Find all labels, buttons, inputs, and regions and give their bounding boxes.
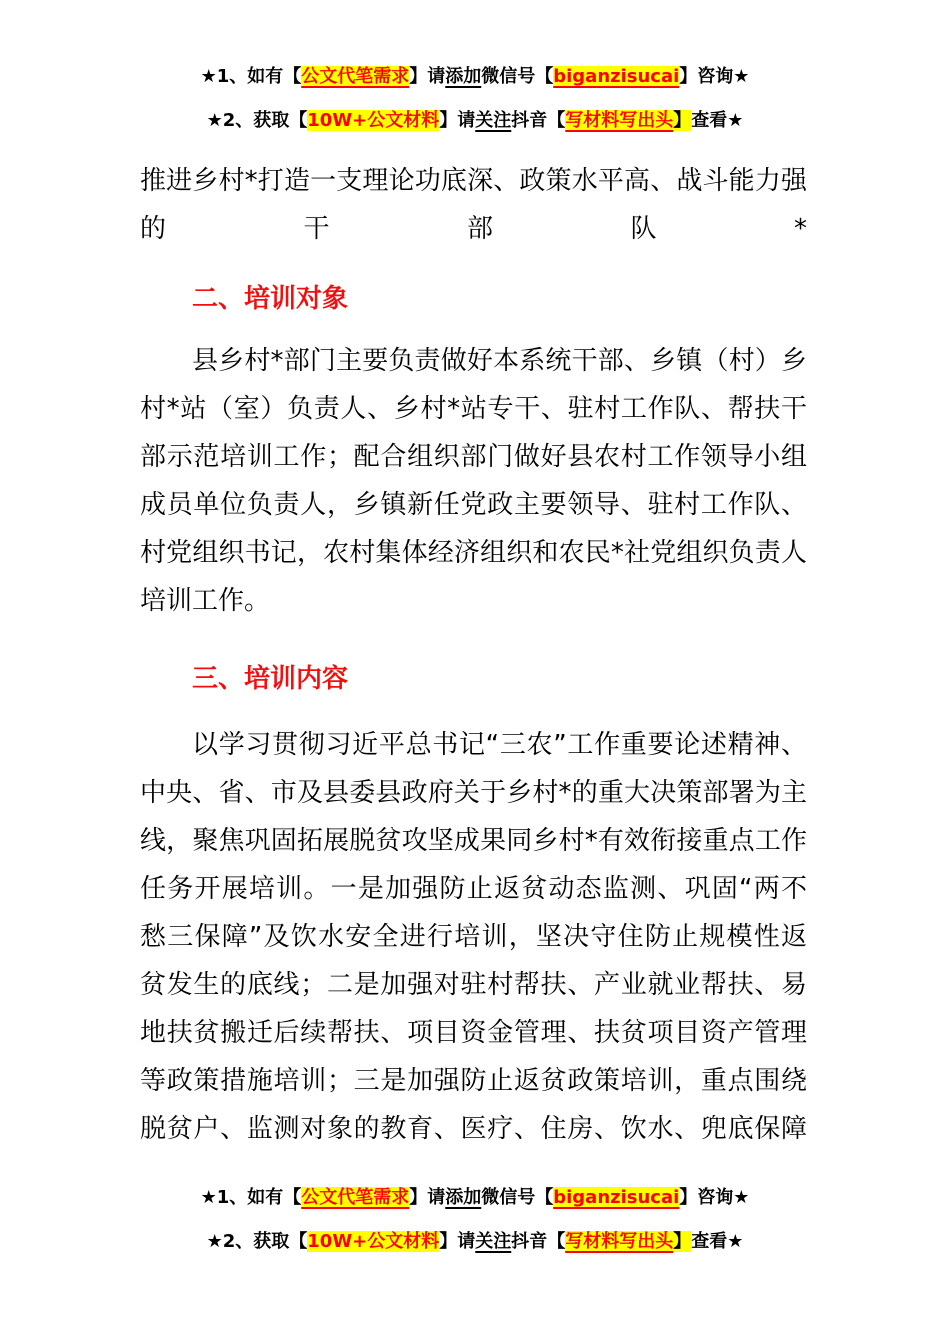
highlighted-text: 】 <box>673 1231 692 1252</box>
highlighted-text: biganzisucai <box>553 1187 680 1208</box>
text-line: 任务开展培训。一是加强防止返贫动态监测、巩固“两不 <box>140 874 807 904</box>
highlighted-text: 公文代笔需求 <box>301 1187 410 1208</box>
text-line: 培训工作。 <box>140 586 271 616</box>
banner-text: 微信号【 <box>481 66 554 87</box>
banner-text: ★2、获取【 <box>206 110 308 131</box>
banner-text: 抖音【 <box>511 110 566 131</box>
highlighted-text: 10W+公文材料 <box>307 1231 440 1252</box>
section-heading: 三、培训内容 <box>192 664 349 694</box>
text-line: 以学习贯彻习近平总书记“三农”工作重要论述精神、 <box>192 730 807 760</box>
body-paragraph <box>140 721 807 1153</box>
banner-text: 】请 <box>409 66 446 87</box>
document-body <box>140 157 807 1153</box>
body-paragraph <box>140 157 807 253</box>
text-line: 推进乡村*打造一支理论功底深、政策水平高、战斗能力强 <box>140 166 807 196</box>
section-heading: 二、培训对象 <box>192 284 349 314</box>
banner-text: ★2、获取【 <box>206 1231 308 1252</box>
banner-text: 】请 <box>439 1231 476 1252</box>
body-paragraph <box>140 337 807 625</box>
text-line: 等政策措施培训；三是加强防止返贫政策培训，重点围绕 <box>140 1066 807 1096</box>
highlighted-text: 写材料写出头 <box>565 110 674 131</box>
text-line: 成员单位负责人，乡镇新任党政主要领导、驻村工作队、 <box>140 490 807 520</box>
text-line: 贫发生的底线；二是加强对驻村帮扶、产业就业帮扶、易 <box>140 970 807 1000</box>
text-line: 地扶贫搬迁后续帮扶、项目资金管理、扶贫项目资产管理 <box>140 1018 807 1048</box>
banner-text: ★1、如有【 <box>200 66 302 87</box>
banner-text: 】请 <box>409 1187 446 1208</box>
footer-ad-banner <box>0 1176 950 1264</box>
text-line: 部示范培训工作；配合组织部门做好县农村工作领导小组 <box>140 442 807 472</box>
highlighted-text: 公文代笔需求 <box>301 66 410 87</box>
banner-text: 】请 <box>439 110 476 131</box>
highlighted-text: 】 <box>673 110 692 131</box>
header-ad-banner <box>0 0 950 143</box>
text-line: 中央、省、市及县委县政府关于乡村*的重大决策部署为主 <box>140 778 807 808</box>
ad-banner-line <box>0 55 950 99</box>
ad-banner-line <box>0 99 950 143</box>
text-line: 县乡村*部门主要负责做好本系统干部、乡镇（村）乡 <box>192 346 807 376</box>
banner-text: 查看★ <box>691 1231 744 1252</box>
text-line: 线，聚焦巩固拓展脱贫攻坚成果同乡村*有效衔接重点工作 <box>140 826 807 856</box>
banner-text: 关注 <box>475 1231 512 1252</box>
banner-text: 】咨询★ <box>679 66 750 87</box>
banner-text: 关注 <box>475 110 512 131</box>
ad-banner-line <box>0 1176 950 1220</box>
text-line: 愁三保障”及饮水安全进行培训，坚决守住防止规模性返 <box>140 922 807 952</box>
banner-text: 】咨询★ <box>679 1187 750 1208</box>
highlighted-text: 写材料写出头 <box>565 1231 674 1252</box>
highlighted-text: 10W+公文材料 <box>307 110 440 131</box>
banner-text: 查看★ <box>691 110 744 131</box>
ad-banner-line <box>0 1220 950 1264</box>
text-line: 村党组织书记，农村集体经济组织和农民*社党组织负责人 <box>140 538 807 568</box>
banner-text: 抖音【 <box>511 1231 566 1252</box>
text-line: 脱贫户、监测对象的教育、医疗、住房、饮水、兜底保障 <box>140 1114 807 1144</box>
banner-text: 微信号【 <box>481 1187 554 1208</box>
text-line: 的干部队* <box>140 214 807 244</box>
banner-text: 添加 <box>445 66 482 87</box>
text-line: 村*站（室）负责人、乡村*站专干、驻村工作队、帮扶干 <box>140 394 807 424</box>
highlighted-text: biganzisucai <box>553 66 680 87</box>
banner-text: 添加 <box>445 1187 482 1208</box>
banner-text: ★1、如有【 <box>200 1187 302 1208</box>
